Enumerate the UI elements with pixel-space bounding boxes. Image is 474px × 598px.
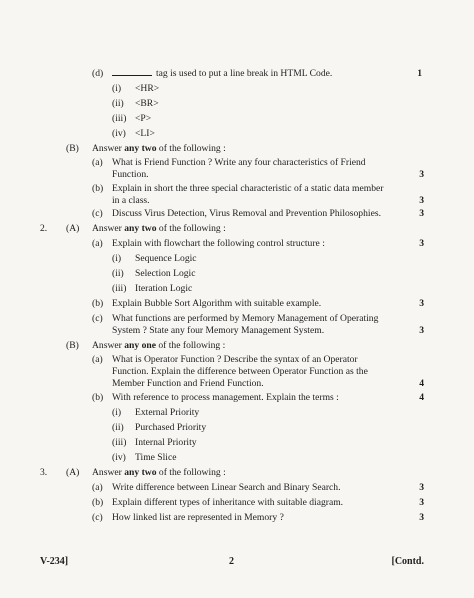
sub-item-text: Sequence Logic — [135, 253, 197, 264]
question-cont — [0, 168, 474, 181]
section-label: (B) — [66, 143, 79, 154]
fill-blank — [112, 67, 152, 76]
continued-label: [Contd. — [391, 556, 424, 567]
sub-item-label: (i) — [112, 253, 122, 264]
question-text: Explain different types of inheritance with suitable diagram. — [112, 497, 344, 508]
sub-item-text: Purchased Priority — [135, 422, 207, 433]
option-label: (i) — [112, 83, 122, 94]
option-text: <LI> — [135, 128, 155, 139]
question-text: Function. — [112, 169, 149, 180]
item-label: (a) — [92, 354, 103, 365]
question-text: in a class. — [112, 195, 150, 206]
question-cont — [0, 194, 474, 207]
question-text: What is Operator Function ? Describe the syntax of an Operator — [112, 354, 358, 365]
option-label: (iii) — [112, 113, 127, 124]
section-label: (A) — [66, 467, 80, 478]
item-label: (b) — [92, 497, 104, 508]
sub-item-text: External Priority — [135, 407, 200, 418]
question-cont — [0, 377, 474, 390]
sub-item-label: (ii) — [112, 422, 124, 433]
marks: 3 — [419, 238, 424, 249]
instruction: Answer any two of the following : — [92, 223, 226, 234]
question-text: tag is used to put a line break in HTML Code. — [112, 67, 332, 80]
paper-code: V-234] — [40, 556, 69, 567]
marks: 3 — [419, 325, 424, 336]
item-label: (c) — [92, 313, 103, 324]
sub-item-label: (iv) — [112, 452, 126, 463]
question — [0, 207, 474, 220]
item-label: (a) — [92, 238, 103, 249]
item-label: (c) — [92, 512, 103, 523]
item-label: (c) — [92, 208, 103, 219]
sub-item — [0, 252, 474, 265]
marks: 3 — [419, 169, 424, 180]
section-heading — [0, 339, 474, 352]
sub-item-text: Time Slice — [135, 452, 177, 463]
question-1d — [0, 67, 474, 80]
question-text: Explain with flowchart the following control structure : — [112, 238, 325, 249]
section-heading — [0, 466, 474, 479]
marks: 1 — [417, 68, 422, 79]
marks: 4 — [419, 378, 424, 389]
question-number: 3. — [40, 467, 48, 478]
section-heading — [0, 222, 474, 235]
option-label: (ii) — [112, 98, 124, 109]
sub-item-label: (iii) — [112, 437, 127, 448]
option-label: (iv) — [112, 128, 126, 139]
marks: 3 — [419, 512, 424, 523]
marks: 3 — [419, 208, 424, 219]
question-text: How linked list are represented in Memory ? — [112, 512, 284, 523]
instruction: Answer any two of the following : — [92, 143, 226, 154]
question-text: System ? State any four Memory Management System. — [112, 325, 325, 336]
sub-item-label: (iii) — [112, 283, 127, 294]
page-footer — [0, 556, 474, 570]
section-label: (A) — [66, 223, 80, 234]
sub-item — [0, 436, 474, 449]
sub-item-text: Selection Logic — [135, 268, 196, 279]
item-label: (a) — [92, 157, 103, 168]
question — [0, 391, 474, 404]
sub-item-text: Internal Priority — [135, 437, 197, 448]
item-label: (b) — [92, 183, 104, 194]
marks: 3 — [419, 482, 424, 493]
option — [0, 112, 474, 125]
item-label: (b) — [92, 392, 104, 403]
question-cont — [0, 324, 474, 337]
question-text: With reference to process management. Explain the terms : — [112, 392, 339, 403]
option-text: <P> — [135, 113, 152, 124]
sub-item-label: (i) — [112, 407, 122, 418]
option — [0, 127, 474, 140]
sub-item — [0, 406, 474, 419]
marks: 3 — [419, 195, 424, 206]
question — [0, 297, 474, 310]
instruction: Answer any one of the following : — [92, 340, 226, 351]
question-text: Write difference between Linear Search and Binary Search. — [112, 482, 341, 493]
question-text: What functions are performed by Memory Management of Operating — [112, 313, 379, 324]
question-number: 2. — [40, 223, 48, 234]
option — [0, 82, 474, 95]
marks: 3 — [419, 298, 424, 309]
question — [0, 511, 474, 524]
sub-item — [0, 421, 474, 434]
item-label: (b) — [92, 298, 104, 309]
question-text: Explain Bubble Sort Algorithm with suitable example. — [112, 298, 322, 309]
option-text: <BR> — [135, 98, 159, 109]
sub-item — [0, 451, 474, 464]
question-text: Discuss Virus Detection, Virus Removal and Prevention Philosophies. — [112, 208, 381, 219]
sub-item — [0, 282, 474, 295]
item-label: (d) — [92, 68, 104, 79]
question-text: Member Function and Friend Function. — [112, 378, 264, 389]
question-text: Explain in short the three special characteristic of a static data member — [112, 183, 384, 194]
section-heading — [0, 142, 474, 155]
question — [0, 237, 474, 250]
option-text: <HR> — [135, 83, 160, 94]
marks: 4 — [419, 392, 424, 403]
question — [0, 481, 474, 494]
section-label: (B) — [66, 340, 79, 351]
sub-item — [0, 267, 474, 280]
question — [0, 496, 474, 509]
item-label: (a) — [92, 482, 103, 493]
sub-item-label: (ii) — [112, 268, 124, 279]
question-text: What is Friend Function ? Write any four characteristics of Friend — [112, 157, 366, 168]
sub-item-text: Iteration Logic — [135, 283, 193, 294]
marks: 3 — [419, 497, 424, 508]
instruction: Answer any two of the following : — [92, 467, 226, 478]
page-number: 2 — [229, 556, 234, 567]
option — [0, 97, 474, 110]
question-text: Function. Explain the difference between Operator Function as the — [112, 366, 368, 377]
